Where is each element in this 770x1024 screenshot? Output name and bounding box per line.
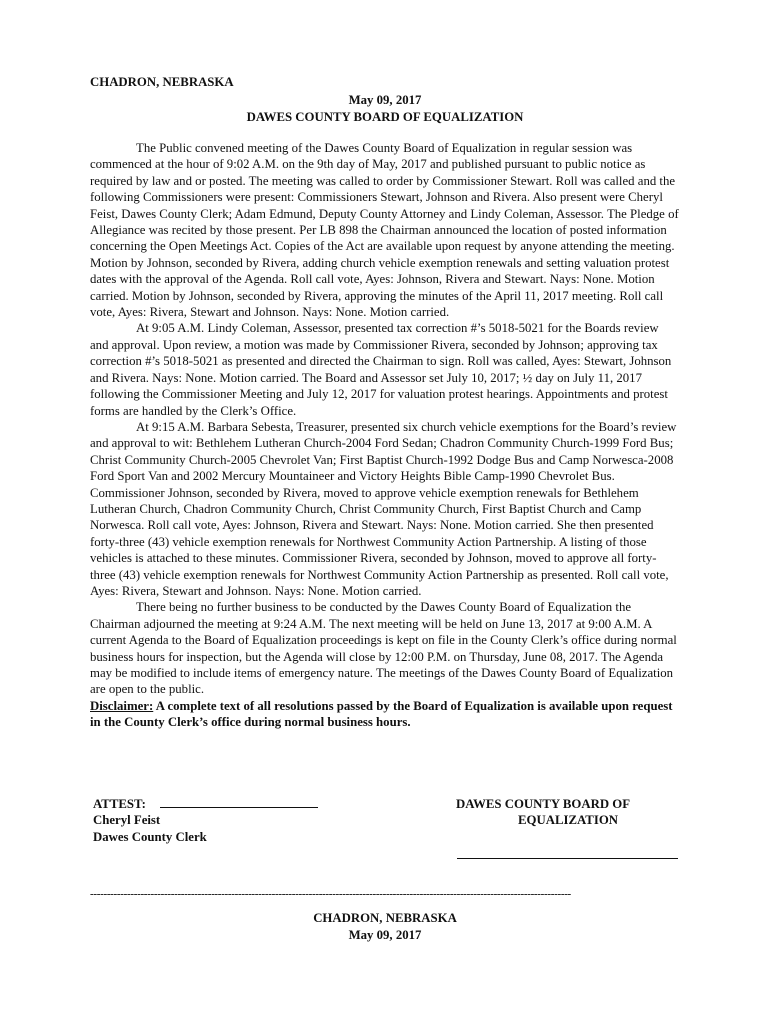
disclaimer-text: A complete text of all resolutions passed by the Board of Equalization is available upon request in the County Clerk’s office during normal business hours. (90, 698, 673, 730)
paragraph-adjournment: There being no further business to be conducted by the Dawes County Board of Equalization the Chairman adjourned the meeting at 9:24 A.M. The next meeting will be held on June 13, 2017 at 9:00 A.M. A current Agenda to the Board of Equalization proceedings is kept on file in the County Clerk’s office during normal business hours for inspection, but the Agenda will close by 12:00 P.M. on Thursday, June 08, 2017. The Agenda may be modified to include items of emergency nature. The meetings of the Dawes County Board of Equalization are open to the public. (90, 600, 677, 697)
clerk-name: Cheryl Feist (93, 813, 161, 827)
footer-location: CHADRON, NEBRASKA (313, 911, 457, 925)
paragraph-tax-correction: At 9:05 A.M. Lindy Coleman, Assessor, presented tax correction #’s 5018-5021 for the Boards review and approval. Upon review, a motion was made by Commissioner Rivera, seconded by Johnson; approving tax correction #’s 5018-5021 as presented and directed the Chairman to sign. Roll was called, Ayes: Stewart, Johnson and Rivera. Nays: None. Motion carried. The Board and Assessor set July 10, 2017; ½ day on July 11, 2017 following the Commissioner Meeting and July 12, 2017 for valuation protest hearings. Appointments and protest forms are handled by the Clerk’s Office. (90, 321, 672, 418)
header-location: CHADRON, NEBRASKA (90, 75, 234, 89)
paragraph-vehicle-exemptions: At 9:15 A.M. Barbara Sebesta, Treasurer, presented six church vehicle exemptions for the Board’s review and approval to wit: Bethlehem Lutheran Church-2004 Ford Sedan; Chadron Community Church-1999 Ford Bus; Christ Community Church-2005 Chevrolet Van; First Baptist Church-1992 Dodge Bus and Camp Norwesca-2008 Ford Sport Van and 2002 Mercury Mountaineer and Victory Heights Bible Camp-1990 Chevrolet Bus. Commissioner Johnson, seconded by Rivera, moved to approve vehicle exemption renewals for Bethlehem Lutheran Church, Chadron Community Church, Christ Community Church, First Baptist Church and Camp Norwesca. Roll call vote, Ayes: Johnson, Rivera and Stewart. Nays: None. Motion carried. She then presented forty-three (43) vehicle exemption renewals for Northwest Community Action Partnership. A listing of those vehicles is attached to these minutes. Commissioner Rivera, seconded by Johnson, moved to approve all forty-three (43) vehicle exemption renewals for Northwest Community Action Partnership as presented. Roll call vote, Ayes: Rivera, Stewart and Johnson. Nays: None. Motion carried. (90, 419, 677, 598)
board-signature-line (457, 858, 678, 859)
attest-signature-line (160, 807, 318, 808)
attest-label: ATTEST: (93, 797, 146, 811)
board-signature-line1: DAWES COUNTY BOARD OF (456, 797, 631, 811)
board-signature-line2: EQUALIZATION (517, 813, 619, 827)
header-board-title: DAWES COUNTY BOARD OF EQUALIZATION (246, 110, 524, 124)
footer-date: May 09, 2017 (348, 928, 422, 942)
clerk-title: Dawes County Clerk (93, 830, 207, 844)
disclaimer-label: Disclaimer: (90, 698, 154, 713)
header-date: May 09, 2017 (348, 93, 422, 107)
minutes-body (90, 140, 680, 731)
section-separator: ----------------------------------------------------------------------------------------------------------------------------------------------- (90, 888, 571, 900)
disclaimer (90, 698, 680, 731)
paragraph-opening: The Public convened meeting of the Dawes County Board of Equalization in regular session was commenced at the hour of 9:02 A.M. on the 9th day of May, 2017 and published pursuant to public notice as required by law and or posted. The meeting was called to order by Commissioner Stewart. Roll was called and the following Commissioners were present: Commissioners Stewart, Johnson and Rivera. Also present were Cheryl Feist, Dawes County Clerk; Adam Edmund, Deputy County Attorney and Lindy Coleman, Assessor. The Pledge of Allegiance was recited by those present. Per LB 898 the Chairman announced the location of posted information concerning the Open Meetings Act. Copies of the Act are available upon request by anyone attending the meeting. Motion by Johnson, seconded by Rivera, adding church vehicle exemption renewals and setting valuation protest dates with the approval of the Agenda. Roll call vote, Ayes: Johnson, Rivera and Stewart. Nays: None. Motion carried. Motion by Johnson, seconded by Rivera, approving the minutes of the April 11, 2017 meeting. Roll call vote, Ayes: Rivera, Stewart and Johnson. Nays: None. Motion carried. (90, 141, 679, 320)
